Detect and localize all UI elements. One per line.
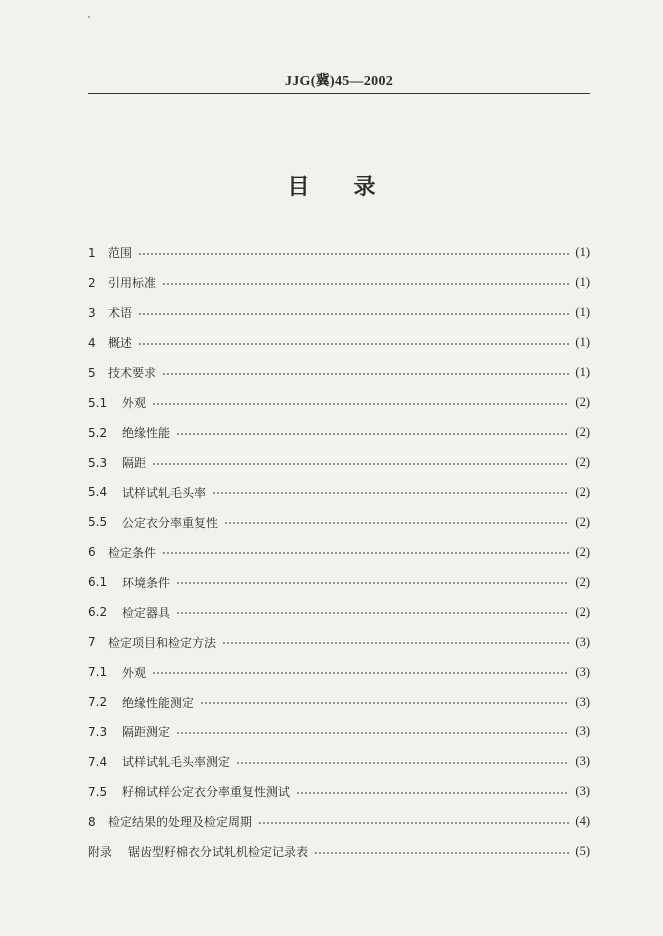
toc-entry-label: 公定衣分率重复性 — [122, 515, 219, 530]
dot-leader — [138, 343, 569, 345]
table-of-contents — [88, 238, 590, 867]
dot-leader — [162, 373, 569, 375]
dot-leader — [176, 732, 569, 734]
toc-entry-page: (2) — [575, 484, 590, 499]
toc-title — [0, 170, 663, 201]
toc-entry-label: 检定条件 — [108, 545, 157, 560]
dot-leader — [176, 612, 569, 614]
toc-entry-label: 隔距测定 — [122, 725, 171, 740]
toc-entry-label: 籽棉试样公定衣分率重复性测试 — [122, 785, 291, 800]
toc-entry-label: 外观 — [122, 665, 147, 680]
dot-leader — [224, 522, 569, 524]
toc-entry-number: 1 — [88, 245, 96, 260]
toc-entry-page: (2) — [575, 425, 590, 440]
toc-entry-page: (3) — [575, 724, 590, 739]
toc-entry[interactable] — [88, 567, 590, 597]
toc-entry[interactable] — [88, 268, 590, 298]
toc-entry-page: (1) — [575, 275, 590, 290]
dot-leader — [152, 463, 569, 465]
toc-entry-label: 概述 — [108, 336, 133, 351]
toc-entry[interactable] — [88, 537, 590, 567]
toc-entry-label: 引用标准 — [108, 276, 157, 291]
dot-leader — [152, 672, 569, 674]
toc-entry-label: 技术要求 — [108, 366, 157, 381]
toc-entry-number: 7.3 — [88, 724, 108, 739]
toc-entry-number: 7.1 — [88, 665, 108, 680]
toc-entry-number: 5.2 — [88, 425, 108, 440]
toc-entry-page: (3) — [575, 634, 590, 649]
toc-entry[interactable] — [88, 478, 590, 508]
toc-entry-label: 范围 — [108, 246, 133, 261]
toc-entry[interactable] — [88, 507, 590, 537]
toc-entry-label: 检定结果的处理及检定周期 — [108, 815, 253, 830]
toc-title-char-1: 目 — [287, 175, 310, 200]
toc-entry[interactable] — [88, 717, 590, 747]
toc-entry[interactable] — [88, 238, 590, 268]
dot-leader — [314, 852, 569, 854]
toc-entry[interactable] — [88, 328, 590, 358]
toc-entry[interactable] — [88, 627, 590, 657]
toc-entry-page: (1) — [575, 365, 590, 380]
dot-leader — [176, 582, 569, 584]
toc-entry-page: (2) — [575, 604, 590, 619]
dot-leader — [176, 433, 569, 435]
toc-entry-page: (3) — [575, 754, 590, 769]
toc-entry-page: (4) — [575, 814, 590, 829]
toc-entry[interactable] — [88, 448, 590, 478]
dot-leader — [152, 403, 569, 405]
toc-entry-label: 术语 — [108, 306, 133, 321]
toc-title-char-2: 录 — [353, 175, 376, 200]
dot-leader — [296, 792, 569, 794]
dot-leader — [162, 552, 569, 554]
toc-entry-number: 8 — [88, 814, 96, 829]
toc-entry[interactable] — [88, 298, 590, 328]
toc-entry-label: 环境条件 — [122, 575, 171, 590]
toc-entry-label: 绝缘性能测定 — [122, 695, 195, 710]
toc-entry-page: (2) — [575, 544, 590, 559]
dot-leader — [258, 822, 569, 824]
dot-leader — [212, 492, 569, 494]
toc-entry-number: 5 — [88, 365, 96, 380]
toc-entry-number: 3 — [88, 305, 96, 320]
dot-leader — [138, 253, 569, 255]
toc-entry-number: 附录 — [88, 845, 113, 860]
toc-entry-number: 7 — [88, 635, 96, 650]
toc-entry-page: (3) — [575, 694, 590, 709]
toc-entry-label: 试样试轧毛头率测定 — [122, 755, 231, 770]
toc-entry-page: (2) — [575, 514, 590, 529]
toc-entry-number: 5.1 — [88, 395, 108, 410]
toc-entry[interactable] — [88, 597, 590, 627]
dot-leader — [162, 283, 569, 285]
toc-entry-number: 6 — [88, 545, 96, 560]
toc-entry-page: (1) — [575, 335, 590, 350]
toc-entry-number: 5.3 — [88, 455, 108, 470]
toc-entry[interactable] — [88, 807, 590, 837]
toc-entry-number: 6.2 — [88, 605, 108, 620]
dot-leader — [236, 762, 569, 764]
document-code-header: JJG(冀)45—2002 — [284, 74, 394, 89]
toc-entry-number: 7.4 — [88, 754, 108, 769]
toc-entry-number: 5.4 — [88, 485, 108, 500]
toc-entry[interactable] — [88, 687, 590, 717]
toc-entry-label: 绝缘性能 — [122, 426, 171, 441]
dot-leader — [200, 702, 569, 704]
toc-entry-page: (1) — [575, 245, 590, 260]
toc-entry[interactable] — [88, 657, 590, 687]
toc-entry-label: 隔距 — [122, 456, 147, 471]
toc-entry[interactable] — [88, 837, 590, 867]
toc-entry-number: 5.5 — [88, 515, 108, 530]
toc-entry-number: 7.5 — [88, 784, 108, 799]
toc-entry-number: 4 — [88, 335, 96, 350]
toc-entry-page: (2) — [575, 455, 590, 470]
toc-entry-page: (2) — [575, 395, 590, 410]
toc-entry-label: 外观 — [122, 396, 147, 411]
scan-speck — [88, 16, 90, 18]
toc-entry-label: 试样试轧毛头率 — [122, 485, 207, 500]
toc-entry-number: 2 — [88, 275, 96, 290]
toc-entry[interactable] — [88, 388, 590, 418]
toc-entry-label: 检定项目和检定方法 — [108, 635, 217, 650]
toc-entry[interactable] — [88, 358, 590, 388]
toc-entry-number: 7.2 — [88, 695, 108, 710]
toc-entry-page: (2) — [575, 574, 590, 589]
header-rule — [88, 93, 590, 94]
toc-entry-page: (3) — [575, 784, 590, 799]
toc-entry[interactable] — [88, 747, 590, 777]
toc-entry[interactable] — [88, 777, 590, 807]
toc-entry-label: 锯齿型籽棉衣分试轧机检定记录表 — [128, 845, 309, 860]
dot-leader — [138, 313, 569, 315]
toc-entry-page: (3) — [575, 664, 590, 679]
toc-entry-page: (5) — [575, 844, 590, 859]
toc-entry-number: 6.1 — [88, 575, 108, 590]
dot-leader — [222, 642, 569, 644]
toc-entry[interactable] — [88, 418, 590, 448]
toc-entry-label: 检定器具 — [122, 605, 171, 620]
toc-entry-page: (1) — [575, 305, 590, 320]
